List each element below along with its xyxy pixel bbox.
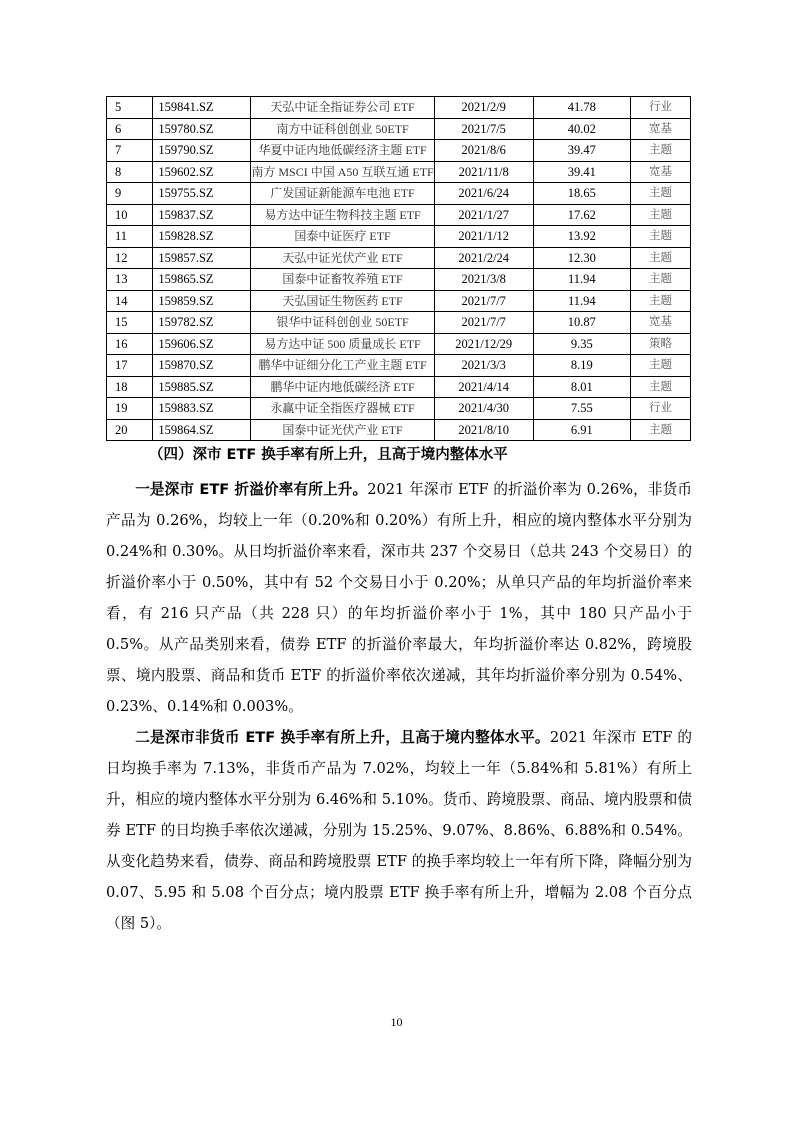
category-cell: 宽基: [630, 161, 690, 183]
listing-date-cell: 2021/4/30: [434, 398, 533, 420]
code-cell: 159837.SZ: [153, 204, 251, 226]
fund-name-cell: 易方达中证生物科技主题 ETF: [251, 204, 434, 226]
rank-cell: 13: [107, 269, 153, 291]
table-row: [107, 140, 691, 162]
rank-cell: 20: [107, 419, 153, 441]
turnover-rate-cell: 10.87: [533, 312, 630, 334]
turnover-rate-cell: 6.91: [533, 419, 630, 441]
section-heading: （四）深市 ETF 换手率有所上升，且高于境内整体水平: [149, 447, 508, 463]
rank-cell: 17: [107, 355, 153, 377]
fund-name-cell: 天弘中证全指证券公司 ETF: [251, 97, 434, 119]
category-cell: 行业: [630, 97, 690, 119]
rank-cell: 5: [107, 97, 153, 119]
listing-date-cell: 2021/2/9: [434, 97, 533, 119]
category-cell: 主题: [630, 140, 690, 162]
table-row: [107, 312, 691, 334]
category-cell: 主题: [630, 419, 690, 441]
listing-date-cell: 2021/7/7: [434, 312, 533, 334]
code-cell: 159828.SZ: [153, 226, 251, 248]
fund-name-cell: 南方 MSCI 中国 A50 互联互通 ETF: [251, 161, 434, 183]
code-cell: 159857.SZ: [153, 247, 251, 269]
fund-name-cell: 天弘国证生物医药 ETF: [251, 290, 434, 312]
turnover-rate-cell: 11.94: [533, 290, 630, 312]
paragraph-lead: 一是深市 ETF 折溢价率有所上升。: [135, 481, 368, 498]
rank-cell: 14: [107, 290, 153, 312]
listing-date-cell: 2021/1/27: [434, 204, 533, 226]
category-cell: 主题: [630, 183, 690, 205]
fund-name-cell: 国泰中证光伏产业 ETF: [251, 419, 434, 441]
turnover-rate-cell: 17.62: [533, 204, 630, 226]
category-cell: 行业: [630, 398, 690, 420]
category-cell: 主题: [630, 204, 690, 226]
listing-date-cell: 2021/4/14: [434, 376, 533, 398]
table-row: [107, 398, 691, 420]
code-cell: 159865.SZ: [153, 269, 251, 291]
code-cell: 159883.SZ: [153, 398, 251, 420]
code-cell: 159606.SZ: [153, 333, 251, 355]
fund-name-cell: 鹏华中证内地低碳经济 ETF: [251, 376, 434, 398]
turnover-rate-cell: 8.01: [533, 376, 630, 398]
rank-cell: 9: [107, 183, 153, 205]
listing-date-cell: 2021/11/8: [434, 161, 533, 183]
code-cell: 159755.SZ: [153, 183, 251, 205]
turnover-rate-cell: 41.78: [533, 97, 630, 119]
rank-cell: 19: [107, 398, 153, 420]
code-cell: 159885.SZ: [153, 376, 251, 398]
listing-date-cell: 2021/1/12: [434, 226, 533, 248]
rank-cell: 15: [107, 312, 153, 334]
table-row: [107, 97, 691, 119]
rank-cell: 11: [107, 226, 153, 248]
code-cell: 159790.SZ: [153, 140, 251, 162]
fund-name-cell: 易方达中证 500 质量成长 ETF: [251, 333, 434, 355]
listing-date-cell: 2021/6/24: [434, 183, 533, 205]
fund-name-cell: 国泰中证医疗 ETF: [251, 226, 434, 248]
listing-date-cell: 2021/7/7: [434, 290, 533, 312]
table-row: [107, 118, 691, 140]
category-cell: 主题: [630, 247, 690, 269]
paragraph-premium-discount: [106, 474, 692, 722]
listing-date-cell: 2021/12/29: [434, 333, 533, 355]
category-cell: 主题: [630, 290, 690, 312]
category-cell: 主题: [630, 376, 690, 398]
table-row: [107, 290, 691, 312]
code-cell: 159864.SZ: [153, 419, 251, 441]
fund-name-cell: 银华中证科创创业 50ETF: [251, 312, 434, 334]
category-cell: 策略: [630, 333, 690, 355]
rank-cell: 8: [107, 161, 153, 183]
etf-turnover-table: [106, 96, 691, 441]
category-cell: 宽基: [630, 118, 690, 140]
code-cell: 159780.SZ: [153, 118, 251, 140]
turnover-rate-cell: 18.65: [533, 183, 630, 205]
listing-date-cell: 2021/7/5: [434, 118, 533, 140]
turnover-rate-cell: 11.94: [533, 269, 630, 291]
table-row: [107, 333, 691, 355]
code-cell: 159859.SZ: [153, 290, 251, 312]
rank-cell: 6: [107, 118, 153, 140]
code-cell: 159782.SZ: [153, 312, 251, 334]
turnover-rate-cell: 9.35: [533, 333, 630, 355]
turnover-rate-cell: 12.30: [533, 247, 630, 269]
table-row: [107, 161, 691, 183]
category-cell: 主题: [630, 355, 690, 377]
turnover-rate-cell: 8.19: [533, 355, 630, 377]
rank-cell: 7: [107, 140, 153, 162]
turnover-rate-cell: 40.02: [533, 118, 630, 140]
code-cell: 159841.SZ: [153, 97, 251, 119]
table-row: [107, 376, 691, 398]
rank-cell: 18: [107, 376, 153, 398]
fund-name-cell: 华夏中证内地低碳经济主题 ETF: [251, 140, 434, 162]
table-row: [107, 204, 691, 226]
turnover-rate-cell: 39.47: [533, 140, 630, 162]
turnover-rate-cell: 39.41: [533, 161, 630, 183]
code-cell: 159602.SZ: [153, 161, 251, 183]
rank-cell: 16: [107, 333, 153, 355]
table-row: [107, 419, 691, 441]
code-cell: 159870.SZ: [153, 355, 251, 377]
category-cell: 主题: [630, 226, 690, 248]
listing-date-cell: 2021/8/10: [434, 419, 533, 441]
fund-name-cell: 国泰中证畜牧养殖 ETF: [251, 269, 434, 291]
fund-name-cell: 鹏华中证细分化工产业主题 ETF: [251, 355, 434, 377]
turnover-rate-cell: 7.55: [533, 398, 630, 420]
listing-date-cell: 2021/3/3: [434, 355, 533, 377]
turnover-rate-cell: 13.92: [533, 226, 630, 248]
listing-date-cell: 2021/8/6: [434, 140, 533, 162]
page-number: 10: [390, 1015, 403, 1029]
table-row: [107, 247, 691, 269]
fund-name-cell: 广发国证新能源车电池 ETF: [251, 183, 434, 205]
etf-table-body: [107, 97, 691, 441]
paragraph-body: 2021 年深市 ETF 的日均换手率为 7.13%，非货币产品为 7.02%，均较上一年（5.84%和 5.81%）有所上升，相应的境内整体水平分别为 6.46%和 5.10%。货币、跨境股票、商品、境内股票和债券 ETF 的日均换手率依次递减，分别为 15.25%、9.07%、8.86%、6.88%和 0.54%。从变化趋势来看，债券、商品和跨境股票 ETF 的换手率均较上一年有所下降，降幅分别为 0.07、5.95 和 5.08 个百分点；境内股票 ETF 换手率有所上升，增幅为 2.08 个百分点（图 5）。: [106, 729, 692, 932]
paragraph-body: 2021 年深市 ETF 的折溢价率为 0.26%，非货币产品为 0.26%，均较上一年（0.20%和 0.20%）有所上升，相应的境内整体水平分别为 0.24%和 0.30%。从日均折溢价率来看，深市共 237 个交易日（总共 243 个交易日）的折溢价率小于 0.50%，其中有 52 个交易日小于 0.20%；从单只产品的年均折溢价率来看，有 216 只产品（共 228 只）的年均折溢价率小于 1%，其中 180 只产品小于 0.5%。从产品类别来看，债券 ETF 的折溢价率最大，年均折溢价率达 0.82%，跨境股票、境内股票、商品和货币 ETF 的折溢价率依次递减，其年均折溢价率分别为 0.54%、0.23%、0.14%和 0.003%。: [106, 481, 692, 715]
paragraph-turnover: [106, 722, 692, 939]
rank-cell: 10: [107, 204, 153, 226]
listing-date-cell: 2021/2/24: [434, 247, 533, 269]
paragraph-lead: 二是深市非货币 ETF 换手率有所上升，且高于境内整体水平。: [135, 729, 550, 746]
fund-name-cell: 天弘中证光伏产业 ETF: [251, 247, 434, 269]
listing-date-cell: 2021/3/8: [434, 269, 533, 291]
table-row: [107, 269, 691, 291]
fund-name-cell: 南方中证科创创业 50ETF: [251, 118, 434, 140]
category-cell: 宽基: [630, 312, 690, 334]
table-row: [107, 226, 691, 248]
rank-cell: 12: [107, 247, 153, 269]
table-row: [107, 183, 691, 205]
table-row: [107, 355, 691, 377]
fund-name-cell: 永赢中证全指医疗器械 ETF: [251, 398, 434, 420]
category-cell: 主题: [630, 269, 690, 291]
